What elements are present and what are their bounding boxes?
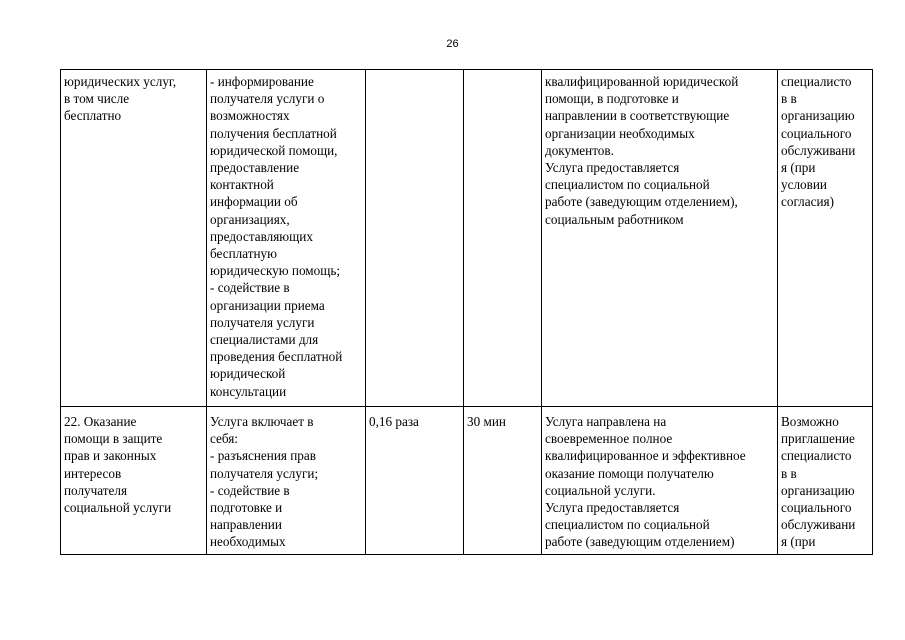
services-table [60, 69, 873, 555]
table-row [61, 70, 873, 407]
service-frequency-cell: 0,16 раза [366, 407, 464, 555]
service-name-cell: 22. Оказание помощи в защите прав и законных интересов получателя социальной услуги [61, 407, 207, 555]
service-duration-cell: 30 мин [464, 407, 542, 555]
service-frequency-cell [366, 70, 464, 407]
service-description-cell: Услуга включает в себя: - разъяснения прав получателя услуги; - содействие в подготовке и направлении необходимых [207, 407, 366, 555]
service-conditions-cell: квалифицированной юридической помощи, в подготовке и направлении в соответствующие организации необходимых документов. Услуга предоставляется специалистом по социальной работе (заведующим отделением), социальным работником [542, 70, 778, 407]
service-duration-cell [464, 70, 542, 407]
service-name-cell: юридических услуг, в том числе бесплатно [61, 70, 207, 407]
service-conditions-cell: Услуга направлена на своевременное полное квалифицированное и эффективное оказание помощи получателю социальной услуги. Услуга предоставляется специалистом по социальной работе (заведующим отделением) [542, 407, 778, 555]
service-description-cell: - информирование получателя услуги о возможностях получения бесплатной юридической помощи, предоставление контактной информации об организациях, предоставляющих бесплатную юридическую помощь; - содействие в организации приема получателя услуги специалистами для проведения бесплатной юридической консультации [207, 70, 366, 407]
service-notes-cell: специалисто в в организацию социального обслуживани я (при условии согласия) [778, 70, 873, 407]
page-number: 26 [446, 38, 459, 50]
table-row [61, 407, 873, 555]
service-notes-cell: Возможно приглашение специалисто в в организацию социального обслуживани я (при [778, 407, 873, 555]
